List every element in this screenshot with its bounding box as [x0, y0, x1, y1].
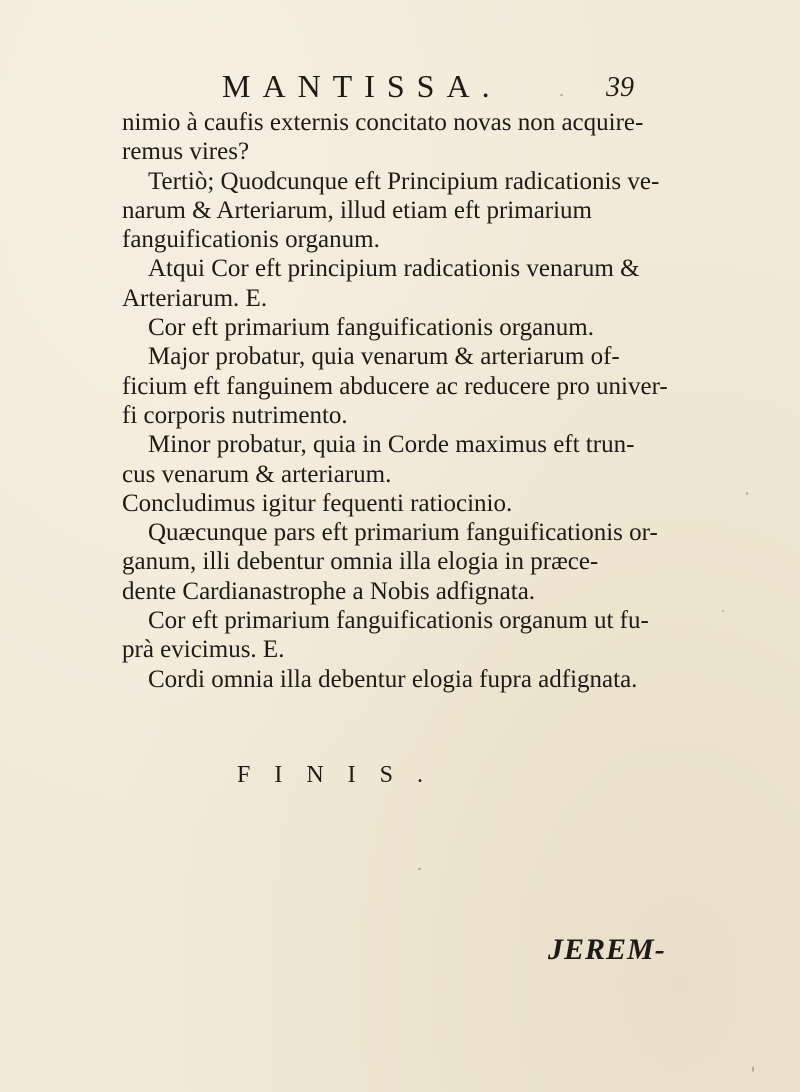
- text-line: fi corporis nutrimento.: [122, 401, 348, 429]
- text-line: cus venarum & arteriarum.: [122, 460, 392, 488]
- text-line: Atqui Cor eft principium radicationis venarum &: [148, 255, 640, 283]
- paper-speck: [560, 94, 563, 96]
- text-line: nimio à caufis externis concitato novas non acquire-: [122, 109, 644, 136]
- text-line: Arteriarum. E.: [122, 284, 268, 312]
- text-line: dente Cardianastrophe a Nobis adfignata.: [122, 577, 536, 605]
- text-line: narum & Arteriarum, illud etiam eft primarium: [122, 196, 593, 224]
- page-number: 39: [606, 72, 634, 103]
- text-line: Quæcunque pars eft primarium fanguificationis or-: [148, 519, 658, 547]
- text-line: Minor probatur, quia in Corde maximus eft trun-: [148, 431, 635, 459]
- text-line: Tertiò; Quodcunque eft Principium radicationis ve-: [148, 167, 660, 195]
- text-line: Cor eft primarium fanguificationis organum.: [148, 314, 594, 342]
- text-line: Cor eft primarium fanguificationis organum ut fu-: [148, 607, 649, 635]
- text-line: Concludimus igitur fequenti ratiocinio.: [122, 489, 513, 517]
- running-title: MANTISSA.: [222, 68, 502, 104]
- paper-speck: [752, 1066, 754, 1072]
- text-line: prà evicimus. E.: [122, 636, 285, 664]
- text-line: Major probatur, quia venarum & arteriarum of-: [148, 343, 620, 371]
- paper-speck: [722, 610, 724, 612]
- text-line: ganum, illi debentur omnia illa elogia in præce-: [122, 548, 599, 576]
- text-line: remus vires?: [122, 138, 250, 166]
- paper-speck: [418, 868, 421, 870]
- finis-heading: FINIS.: [237, 762, 448, 788]
- text-line: ficium eft fanguinem abducere ac reducere pro univer-: [122, 372, 668, 400]
- running-head: [222, 66, 662, 106]
- text-line: fanguificationis organum.: [122, 226, 380, 254]
- body-text: [122, 108, 742, 694]
- catchword: JEREM-: [548, 933, 666, 966]
- text-line: Cordi omnia illa debentur elogia fupra adfignata.: [148, 665, 638, 693]
- paper-speck: [746, 492, 748, 495]
